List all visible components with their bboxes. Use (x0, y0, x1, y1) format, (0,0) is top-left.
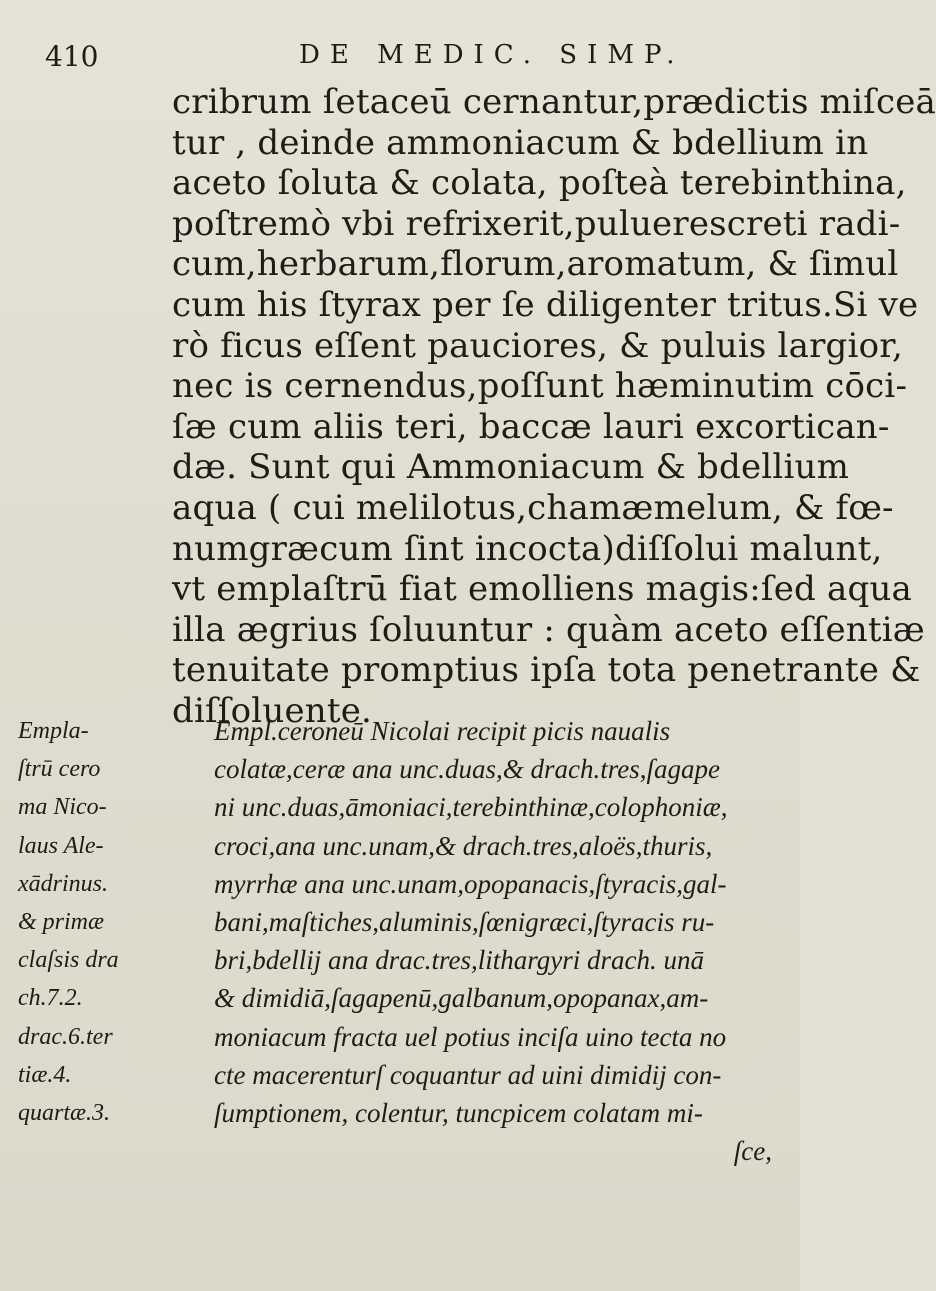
recipe-line: ni unc.duas,āmoniaci,terebinthinæ,colophoniæ, (214, 792, 728, 823)
recipe-line: & dimidiā,ſagapenū,galbanum,opopanax,am- (214, 983, 709, 1014)
text-line: aqua ( cui melilotus,chamæmelum, & fœ- (172, 487, 894, 528)
recipe-text-block (214, 712, 794, 1170)
text-line: tenuitate promptius ipſa tota penetrante & (172, 650, 921, 691)
margin-note-line: drac.6.ter (18, 1023, 113, 1050)
text-line: vt emplaſtrū fiat emolliens magis:ſed aqua (172, 569, 913, 610)
text-line: illa ægrius ſoluuntur : quàm aceto eſſentiæ (172, 609, 925, 650)
recipe-line: Empl.ceroneū Nicolai recipit picis naualis (214, 716, 671, 746)
text-line: dæ. Sunt qui Ammoniacum & bdellium (172, 447, 850, 488)
margin-note-line: laus Ale- (18, 832, 104, 859)
margin-note-line: Empla- (18, 718, 89, 744)
recipe-line: bani,maſtiches,aluminis,ſœnigræci,ſtyracis ru- (214, 906, 715, 937)
recipe-line: bri,bdellij ana drac.tres,lithargyri drach. unā (214, 945, 704, 976)
text-line: rò ficus eſſent pauciores, & puluis largior, (172, 325, 903, 366)
recipe-line: cte macerenturſ coquantur ad uini dimidij con- (214, 1059, 722, 1090)
margin-note-line: & primæ (18, 908, 105, 935)
text-line: cum,herbarum,florum,aromatum, & ſimul (172, 244, 899, 285)
margin-note-line: ſtrū cero (18, 756, 101, 783)
recipe-line: ſumptionem, colentur, tuncpicem colatam mi- (214, 1097, 703, 1128)
text-line: tur , deinde ammoniacum & bdellium in (172, 122, 869, 163)
text-line: diſſoluente. (172, 690, 373, 731)
margin-note-line: claſsis dra (18, 947, 119, 974)
text-line: cribrum ſetaceū cernantur,prædictis miſceā (172, 82, 936, 122)
main-text-block (172, 82, 936, 732)
recipe-line: ſce, (733, 1136, 772, 1167)
page-header (45, 36, 705, 86)
running-head: DE MEDIC. SIMP. (299, 40, 685, 70)
recipe-line: colatæ,ceræ ana unc.duas,& drach.tres,ſagape (214, 754, 720, 785)
text-line: aceto ſoluta & colata, poſteà terebinthina, (172, 163, 907, 204)
margin-note-line: ch.7.2. (18, 985, 83, 1012)
margin-note-line: quartæ.3. (18, 1099, 111, 1126)
text-line: poſtremò vbi refrixerit,puluerescreti radi- (172, 203, 901, 244)
text-line: numgræcum ſint incocta)diſſolui malunt, (172, 528, 883, 569)
page-number: 410 (45, 40, 99, 73)
margin-note (18, 712, 188, 1132)
recipe-line: moniacum fracta uel potius inciſa uino tecta no (214, 1021, 727, 1052)
text-line: nec is cernendus,poſſunt hæminutim cōci- (172, 366, 908, 407)
text-line: ſæ cum aliis teri, baccæ lauri excortican- (172, 406, 890, 447)
margin-note-line: tiæ.4. (18, 1061, 72, 1088)
recipe-line: myrrhæ ana unc.unam,opopanacis,ſtyracis,gal- (214, 868, 727, 899)
margin-note-line: ma Nico- (18, 794, 107, 821)
recipe-line: croci,ana unc.unam,& drach.tres,aloës,thuris, (214, 830, 713, 861)
margin-note-line: xādrinus. (18, 870, 108, 897)
text-line: cum his ſtyrax per ſe diligenter tritus.Si ve (172, 284, 919, 325)
